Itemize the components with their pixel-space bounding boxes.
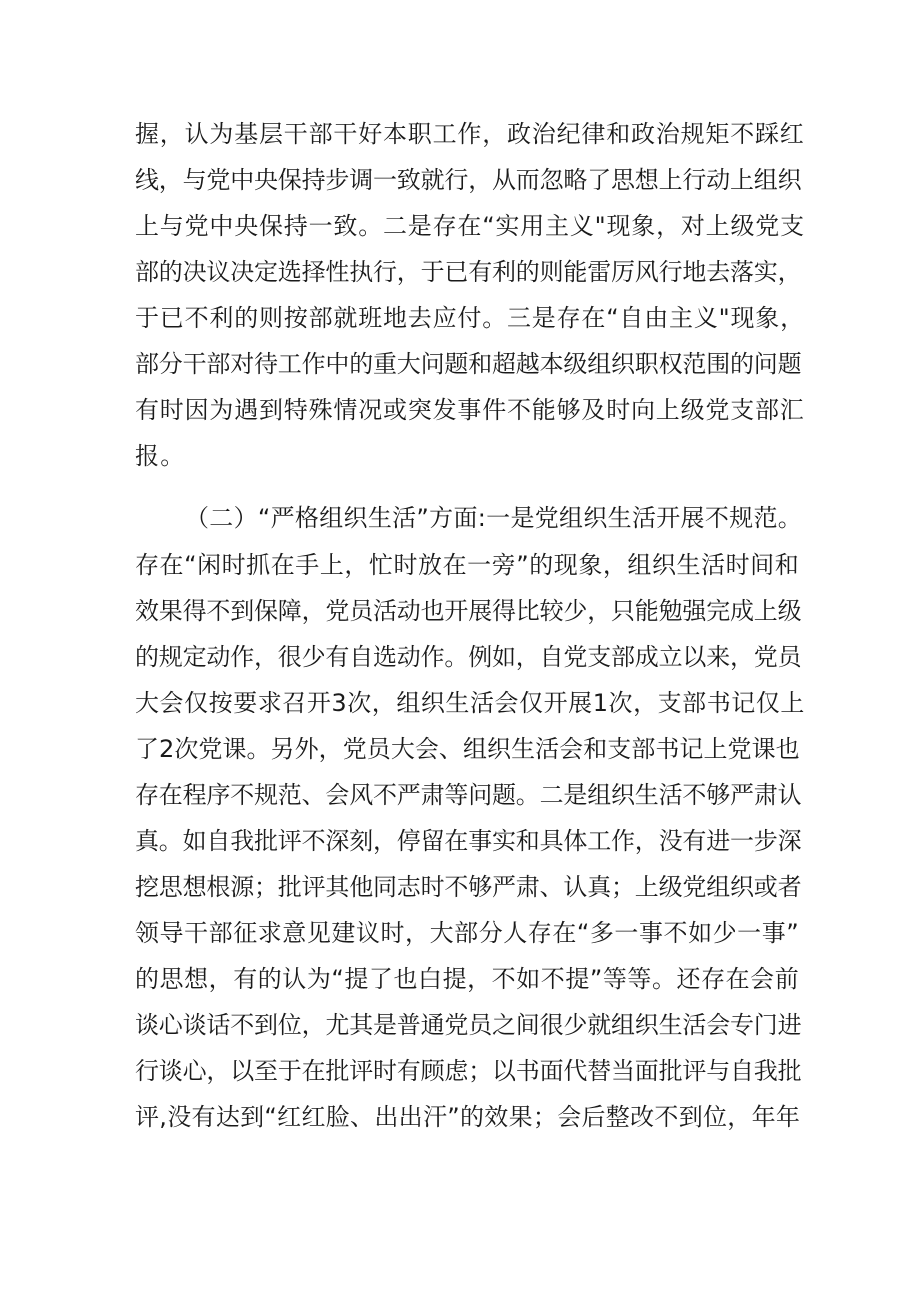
text-line: 效果得不到保障，党员活动也开展得比较少，只能勉强完成上级 [135,597,802,625]
text-line: 谈心谈话不到位，尤其是普通党员之间很少就组织生活会专门进 [135,1011,802,1039]
text-line: 部的决议决定选择性执行，于已有利的则能雷厉风行地去落实， [135,258,802,286]
text-line: 行谈心，以至于在批评时有顾虑；以书面代替当面批评与自我批 [135,1057,802,1085]
text-line: 于已不利的则按部就班地去应付。三是存在“自由主义"现象， [135,304,805,332]
text-line: 上与党中央保持一致。二是存在“实用主义"现象，对上级党支 [135,212,805,240]
text-line: 的思想，有的认为“提了也白提，不如不提”等等。还存在会前 [135,965,800,993]
text-line: 领导干部征求意见建议时，大部分人存在“多一事不如少一事” [135,919,800,947]
text-line: 有时因为遇到特殊情况或突发事件不能够及时向上级党支部汇 [135,396,805,424]
text-line: 挖思想根源；批评其他同志时不够严肃、认真；上级党组织或者 [135,873,802,901]
text-line: 了2次党课。另外，党员大会、组织生活会和支部书记上党课也 [135,735,800,763]
text-line: 评,没有达到“红红脸、出出汗”的效果；会后整改不到位，年年 [135,1103,801,1131]
text-line: 报。 [135,442,186,470]
text-line: 真。如自我批评不深刻，停留在事实和具体工作，没有进一步深 [135,827,802,855]
text-line: 存在程序不规范、会风不严肃等问题。二是组织生活不够严肃认 [135,781,802,809]
text-line: 线，与党中央保持步调一致就行，从而忽略了思想上行动上组织 [135,166,802,194]
section-heading-line: （二）“严格组织生活”方面:一是党组织生活开展不规范。 [185,504,803,532]
text-line: 部分干部对待工作中的重大问题和超越本级组织职权范围的问题 [135,350,802,378]
text-line: 大会仅按要求召开3次，组织生活会仅开展1次，支部书记仅上 [135,689,805,717]
text-line: 存在“闲时抓在手上，忙时放在一旁”的现象，组织生活时间和 [135,551,800,579]
text-line: 的规定动作，很少有自选动作。例如，自党支部成立以来，党员 [135,643,802,671]
text-line: 握，认为基层干部干好本职工作，政治纪律和政治规矩不踩红 [135,120,805,148]
